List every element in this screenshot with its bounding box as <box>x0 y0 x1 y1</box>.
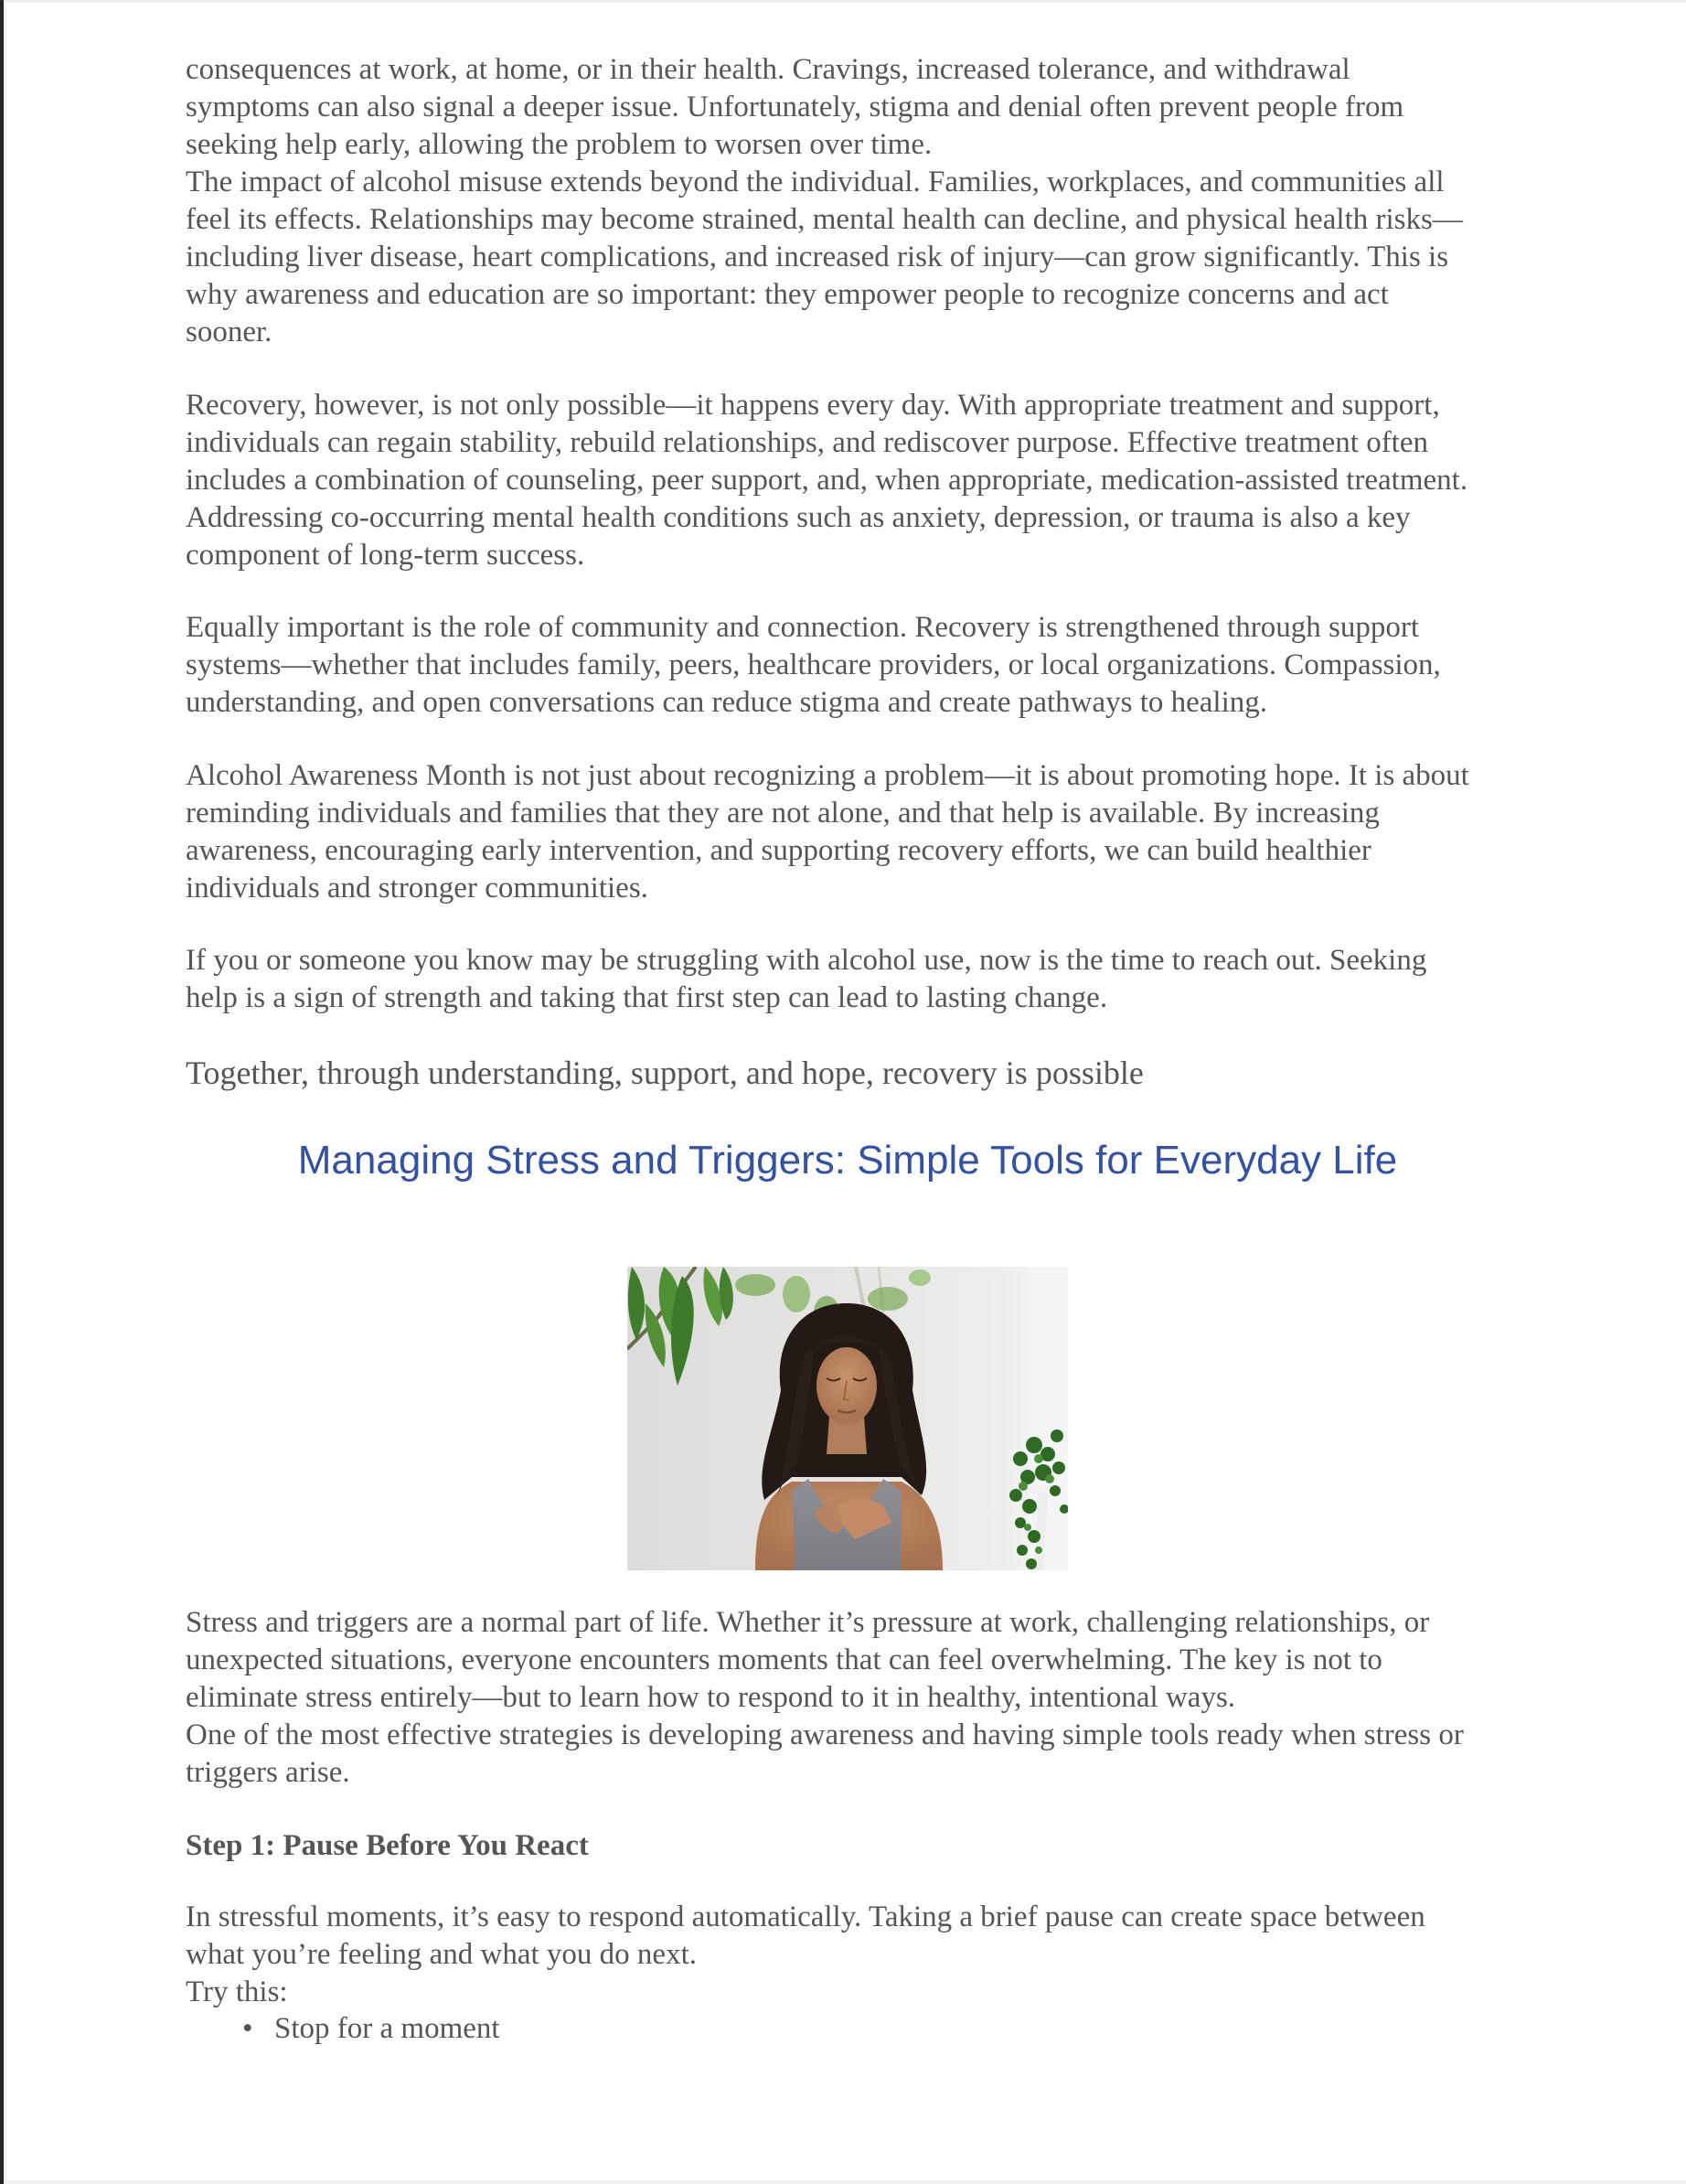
article-photo <box>627 1267 1068 1570</box>
text-line: consequences at work, at home, or in their health. Cravings, increased tolerance, and withdrawal <box>186 53 1350 86</box>
text-line: includes a combination of counseling, peer support, and, when appropriate, medication-assisted treatment. <box>186 464 1468 497</box>
text-line: One of the most effective strategies is developing awareness and having simple tools ready when stress or <box>186 1718 1464 1751</box>
text-line: Stress and triggers are a normal part of life. Whether it’s pressure at work, challenging relationships, or <box>186 1606 1430 1639</box>
text-line: eliminate stress entirely—but to learn how to respond to it in healthy, intentional ways. <box>186 1681 1236 1714</box>
text-line: what you’re feeling and what you do next. <box>186 1938 698 1971</box>
text-line: why awareness and education are so important: they empower people to recognize concerns and act <box>186 278 1389 311</box>
bullet-icon: • <box>242 2012 253 2045</box>
text-line: If you or someone you know may be struggling with alcohol use, now is the time to reach out. Seeking <box>186 944 1427 977</box>
article-heading <box>6 1137 1686 1184</box>
text-line: In stressful moments, it’s easy to respond automatically. Taking a brief pause can create space between <box>186 1900 1425 1933</box>
article-heading-text: Managing Stress and Triggers: Simple Tools for Everyday Life <box>297 1138 1398 1183</box>
text-line: Equally important is the role of community and connection. Recovery is strengthened through support <box>186 611 1420 644</box>
text-line: reminding individuals and families that they are not alone, and that help is available. By increasing <box>186 797 1380 830</box>
text-line: individuals can regain stability, rebuild relationships, and rediscover purpose. Effective treatment often <box>186 426 1428 459</box>
text-line: The impact of alcohol misuse extends beyond the individual. Families, workplaces, and communities all <box>186 166 1445 198</box>
text-line: Try this: <box>186 1975 288 2008</box>
closing-statement: Together, through understanding, support, and hope, recovery is possible <box>186 1055 1144 1091</box>
text-line: component of long-term success. <box>186 539 585 572</box>
text-line: understanding, and open conversations can reduce stigma and create pathways to healing. <box>186 686 1268 719</box>
text-line: including liver disease, heart complications, and increased risk of injury—can grow significantly. This is <box>186 241 1449 273</box>
text-line: awareness, encouraging early intervention, and supporting recovery efforts, we can build healthier <box>186 834 1371 867</box>
text-line: symptoms can also signal a deeper issue. Unfortunately, stigma and denial often prevent people from <box>186 91 1404 123</box>
text-line: Alcohol Awareness Month is not just about recognizing a problem—it is about promoting hope. It is about <box>186 759 1469 792</box>
text-line: systems—whether that includes family, peers, healthcare providers, or local organizations. Compassion, <box>186 648 1441 681</box>
list-item-text: Stop for a moment <box>274 2012 500 2045</box>
text-line: Recovery, however, is not only possible—it happens every day. With appropriate treatment and support, <box>186 389 1440 422</box>
text-line: feel its effects. Relationships may become strained, mental health can decline, and physical health risks— <box>186 203 1463 236</box>
document-page <box>6 3 1686 2180</box>
window-edge <box>0 0 4 2184</box>
text-line: sooner. <box>186 316 272 348</box>
text-line: Addressing co-occurring mental health conditions such as anxiety, depression, or trauma is also a key <box>186 501 1411 534</box>
text-line: seeking help early, allowing the problem to worsen over time. <box>186 128 933 161</box>
text-line: individuals and stronger communities. <box>186 872 648 905</box>
text-line: unexpected situations, everyone encounters moments that can feel overwhelming. The key is not to <box>186 1643 1382 1676</box>
step-1-heading: Step 1: Pause Before You React <box>186 1829 589 1862</box>
text-line: triggers arise. <box>186 1756 350 1789</box>
text-line: help is a sign of strength and taking that first step can lead to lasting change. <box>186 981 1108 1014</box>
photo-woman-meditating-icon <box>627 1267 1068 1570</box>
